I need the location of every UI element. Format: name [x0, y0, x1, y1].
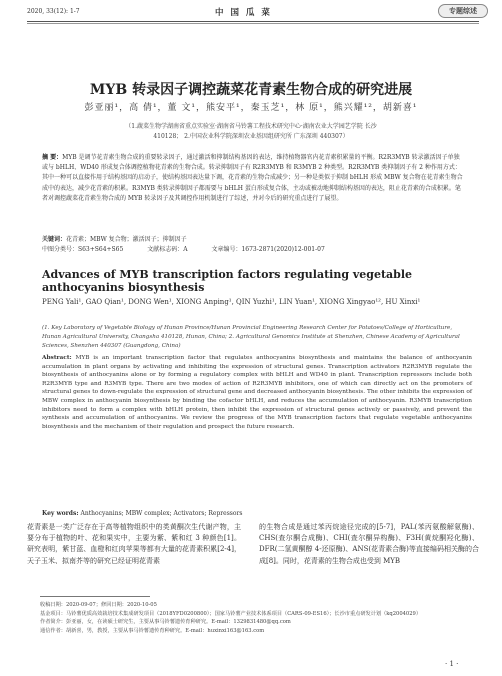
footnote-funding: 基金项目：马铃薯优质高效栽培技术集成研发项目（2018YFD0200800）；国家马铃薯产业技术体系项目（CARS-09-ES16）；长沙市重点研发计划（kq2004029） [40, 610, 422, 617]
keywords-label: 关键词： [42, 236, 67, 243]
footnote-received: 收稿日期：2020-09-07；修回日期：2020-10-05 [40, 602, 157, 608]
authors-chinese: 彭亚丽¹，高 倩¹，董 文¹，熊安平¹，秦玉芝¹，林 原¹，熊兴耀¹²，胡新喜¹ [84, 103, 418, 113]
affiliation-chinese [0, 122, 502, 142]
journal-name: 中 国 瓜 菜 [215, 8, 272, 18]
title-chinese: MYB 转录因子调控蔬菜花青素生物合成的研究进展 [89, 82, 413, 98]
section-badge: 专题综述 [438, 4, 488, 18]
article-number: 文章编号：1673-2871(2020)12-001-07 [211, 246, 325, 253]
keywords-text-en: Anthocyanins; MBW complex; Activators; Repressors [80, 510, 243, 517]
classification-row [42, 244, 464, 253]
body-column-right: 的生物合成是通过苯丙烷途径完成的[5-7]，PAL(苯丙氨酸解氨酶)、CHS(查尔酮合成酶)、CHI(查尔酮异构酶)、F3H(黄烷酮羟化酶)、DFR(二氢黄酮醇 4-还原酶)、ANS(花青素合酶)等直接编码相关酶的合成[8]。同时，花青素的生物合成也受到 MYB [259, 523, 479, 565]
keywords-text: 花青素；MBW 复合物；激活因子；抑制因子 [66, 236, 187, 243]
abstract-text-en: MYB is an important transcription factor that regulates anthocyanins biosynthesis and maintains the balance of anthocyanin accumulation in plant organs by activating and inhibiting the expression of structural genes. Transcription activators R2R3MYB regulate the biosynthesis of anthocyanins alone or by forming a regulatory complex with bHLH and WD40 in plant. Transcription repressors include both R2R3MYB type and R3MYB type. There are two modes of action of R2R3MYB inhibitors, one of which can directly act on the promoters of structural genes to down-regulate the expression of structural gene and decreased anthocyanin biosynthesis. The other inhibits the expression of MBW complex in anthocyanin biosynthesis by binding the cofactor bHLH, and reduces the accumulation of anthocyanin. R3MYB transcription inhibitors need to form a complex with bHLH protein, then inhibit the expression of structural genes actively or passively, and prevent the synthesis and accumulation of anthocyanins. We review the progress of the MYB transcription factors that regulate vegetable anthocyanins biosynthesis and the mechanism of their regulation and prospect the future research. [42, 355, 472, 430]
footnote-author: 作者简介：彭亚丽，女，在读硕士研究生，主要从事马铃薯遗传育种研究。E-mail：1329831480@qq.com [40, 619, 291, 626]
affiliation-line: （1.蔬菜生物学湖南省重点实验室·湖南省马铃薯工程技术研究中心·湖南农业大学园艺学院 长沙 [125, 123, 377, 130]
abstract-english [42, 354, 472, 431]
abstract-label: 摘 要： [42, 154, 63, 161]
authors-english: PENG Yali¹, GAO Qian¹, DONG Wen¹, XIONG Anping¹, QIN Yuzhi¹, LIN Yuan¹, XIONG Xingyao¹², HU Xinxi¹ [42, 298, 421, 306]
footnotes [40, 601, 480, 636]
body-column-left: 花青素是一类广泛存在于高等植物组织中的类黄酮次生代谢产物，主要分布于植物的叶、花和果实中，主要为紫、紫和红 3 种颜色[1]。研究表明，紫甘蓝、血橙和红肉苹果等都有大量的花青素积累[2-4]，天子玉米、拟南芥等的研究已经证明花青素 [27, 523, 241, 565]
header-rule-thin [27, 23, 479, 24]
affiliation-english: (1. Key Laboratory of Vegetable Biology of Hunan Province/Hunan Provincial Engineering Research Center for Potatoes/College of Horticulture, Hunan Agricultural University, Changsha 410128, Hunan, China; 2. Agricultural Genomics Institute at Shenzhen, Chinese Academy of Agricultural Sciences, Shenzhen 440307 (Guangdong, China) [42, 325, 460, 349]
abstract-label-en: Abstract: [42, 355, 72, 361]
abstract-chinese [42, 153, 464, 204]
keywords-chinese [42, 234, 464, 243]
title-english: Advances of MYB transcription factors regulating vegetable anthocyanins biosynthesis [42, 268, 413, 294]
document-code: 文献标志码：A [147, 246, 188, 253]
page-number: · 1 · [445, 660, 459, 668]
keywords-english [42, 510, 472, 517]
footnote-corresponding: 通信作者：胡新喜，男，教授，主要从事马铃薯遗传育种研究。E-mail：huxinxi163@163.com [40, 628, 265, 635]
affiliation-line: 410128； 2.中国农业科学院深圳农业基因组研究所 广东深圳 440307） [153, 133, 349, 140]
keywords-label-en: Key words: [42, 510, 79, 517]
journal-issue: 2020, 33(12): 1-7 [27, 8, 80, 15]
footnote-rule [40, 596, 150, 597]
header-rule [27, 21, 479, 22]
abstract-text: MYB 是调节花青素生物合成的重要转录因子，通过激活和抑制结构基因的表达，维持植物器官内花青素积累量的平衡。R2R3MYB 转录激活因子单独或与 bHLH、WD40 形成复合体调控植物花青素的生物合成。转录抑制因子有 R2R3MYB 和 R3MYB 2 种类型。R2R3MYB 类抑制因子有 2 种作用方式：其中一种可以直接作用于结构基因的启动子，使结构基因表达量下调，花青素的生物合成减少；另一种是类似于抑制 bHLH 形成 MBW 复合物在花青素生物合成中的表达，减少花青素的积累。R3MYB 类转录抑制因子都需要与 bHLH 蛋白形成复合体，主动或被动地抑制结构基因的表达，阻止花青素的合成积累。笔者对调控蔬菜花青素生物合成的 MYB 转录因子及其调控作用机制进行了综述，并对今后的研究重点进行了展望。 [42, 154, 463, 202]
class-number: 中图分类号：S63+S64+S65 [42, 246, 124, 253]
